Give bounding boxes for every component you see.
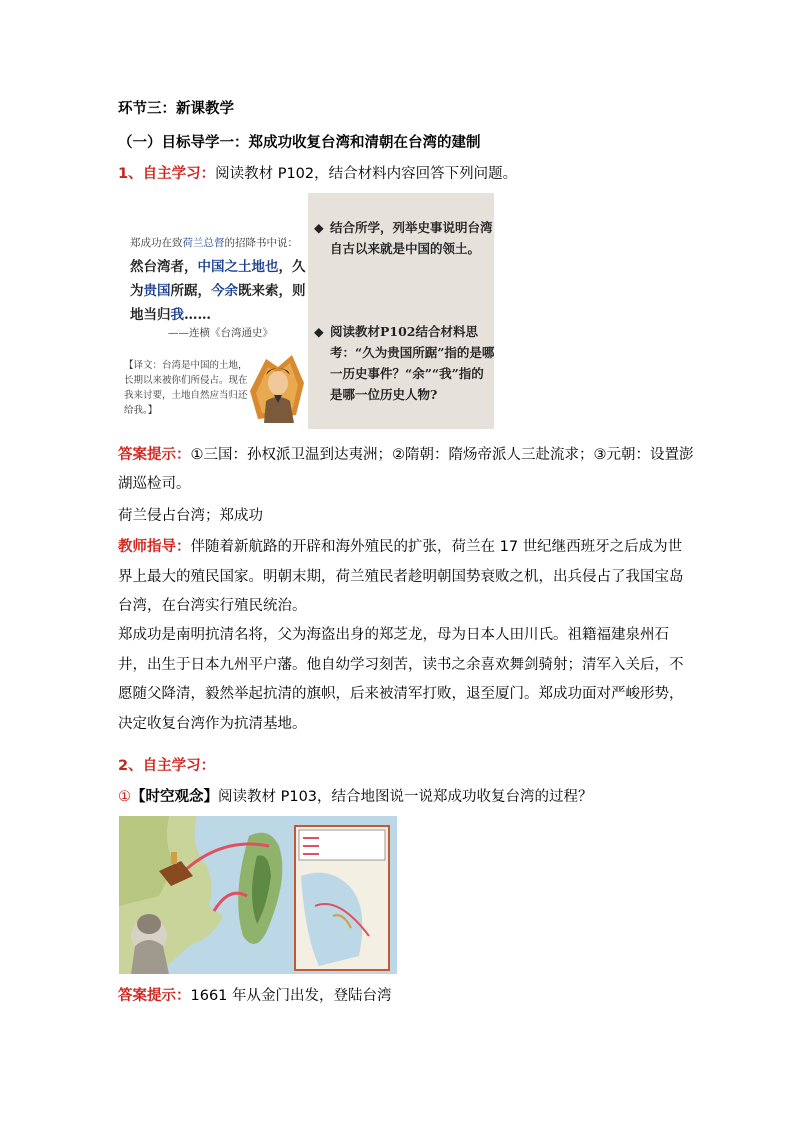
quote-body <box>130 255 306 327</box>
question-text: 阅读教材P102结合材料思考：“久为贵国所踞”指的是哪一历史事件？“余”“我”指的是哪一位历史人物? <box>330 324 495 402</box>
quote-intro <box>130 235 298 250</box>
answer-label: 答案提示： <box>118 447 191 463</box>
question-text: 结合所学，列举史事说明台湾自古以来就是中国的领土。 <box>330 220 493 256</box>
teacher-guidance <box>118 533 684 622</box>
question-panel <box>308 193 494 429</box>
quote-source: ——连横《台湾通史》 <box>168 327 273 339</box>
quote-translation: 【译文：台湾是中国的土地，长期以来被你们所侵占。现在我来讨要，土地自然应当归还给我。】 <box>124 360 248 416</box>
quote-text: 所踞， <box>170 283 211 299</box>
diamond-bullet-icon: ◆ <box>314 324 324 339</box>
zheng-bio: 郑成功是南明抗清名将，父为海盗出身的郑芝龙，母为日本人田川氏。祖籍福建泉州石井，出生于日本九州平户藩。他自幼学习刻苦，读书之余喜欢舞剑骑射；清军入关后，不愿随父降清，毅然举起抗清的旗帜，后来被清军打败，退至厦门。郑成功面对严峻形势，决定收复台湾作为抗清基地。 <box>118 627 684 732</box>
quote-highlight: 今余 <box>211 283 238 299</box>
quote-text: 为 <box>130 283 144 299</box>
quote-line <box>130 303 306 327</box>
step2-tag: 【时空观念】 <box>131 789 218 805</box>
section-title: 环节三：新课教学 <box>118 101 234 117</box>
quote-highlight: 中国之土地也 <box>197 259 279 275</box>
teacher-label: 教师指导： <box>118 539 191 555</box>
quote-text: 地当归 <box>130 307 171 323</box>
answer-text: 1661 年从金门出发，登陆台湾 <box>190 988 392 1004</box>
step2-text: 阅读教材 P103，结合地图说一说郑成功收复台湾的过程？ <box>218 789 593 805</box>
step1-label: 1、自主学习： <box>118 166 216 182</box>
answer1-line3: 荷兰侵占台湾；郑成功 <box>118 508 263 524</box>
diamond-bullet-icon: ◆ <box>314 220 324 235</box>
quote-panel <box>118 193 306 429</box>
step2-num: ① <box>118 789 131 805</box>
question-bullet <box>314 321 496 405</box>
answer1-line2: 湖巡检司。 <box>118 476 191 492</box>
quote-line <box>130 279 306 303</box>
quote-text: 既来索，则 <box>238 283 306 299</box>
step2-line <box>118 787 593 807</box>
quote-intro-text: 郑成功在致 <box>130 237 183 249</box>
step2-label: 2、自主学习： <box>118 758 216 774</box>
question-bullet <box>314 217 496 259</box>
map-image <box>119 816 397 974</box>
quote-intro-highlight: 荷兰总督 <box>182 237 225 249</box>
answer1-line1 <box>118 445 694 465</box>
quote-text: …… <box>184 307 211 323</box>
map-drawing <box>119 816 397 974</box>
quote-highlight: 我 <box>170 307 184 323</box>
step1-text: 阅读教材 P102，结合材料内容回答下列问题。 <box>215 166 518 182</box>
goal-heading: （一）目标导学一：郑成功收复台湾和清朝在台湾的建制 <box>118 135 481 151</box>
quote-highlight: 贵国 <box>143 283 171 299</box>
step1-line <box>118 164 517 184</box>
answer-text: ①三国：孙权派卫温到达夷洲；②隋朝：隋炀帝派人三赴流求；③元朝：设置澎 <box>190 447 694 463</box>
teacher-text: 伴随着新航路的开辟和海外殖民的扩张，荷兰在 17 世纪继西班牙之后成为世界上最大的殖民国家。明朝末期，荷兰殖民者趁明朝国势衰败之机，出兵侵占了我国宝岛台湾，在台湾实行殖民统治。 <box>118 539 684 614</box>
quote-text: 然台湾者， <box>130 259 198 275</box>
answer2-line <box>118 986 392 1006</box>
portrait-image <box>248 353 306 423</box>
quote-line <box>130 255 306 279</box>
quote-text: ，久 <box>278 259 306 275</box>
quote-intro-text: 的招降书中说： <box>224 237 298 249</box>
material-figure <box>118 193 494 429</box>
answer-label: 答案提示： <box>118 988 191 1004</box>
